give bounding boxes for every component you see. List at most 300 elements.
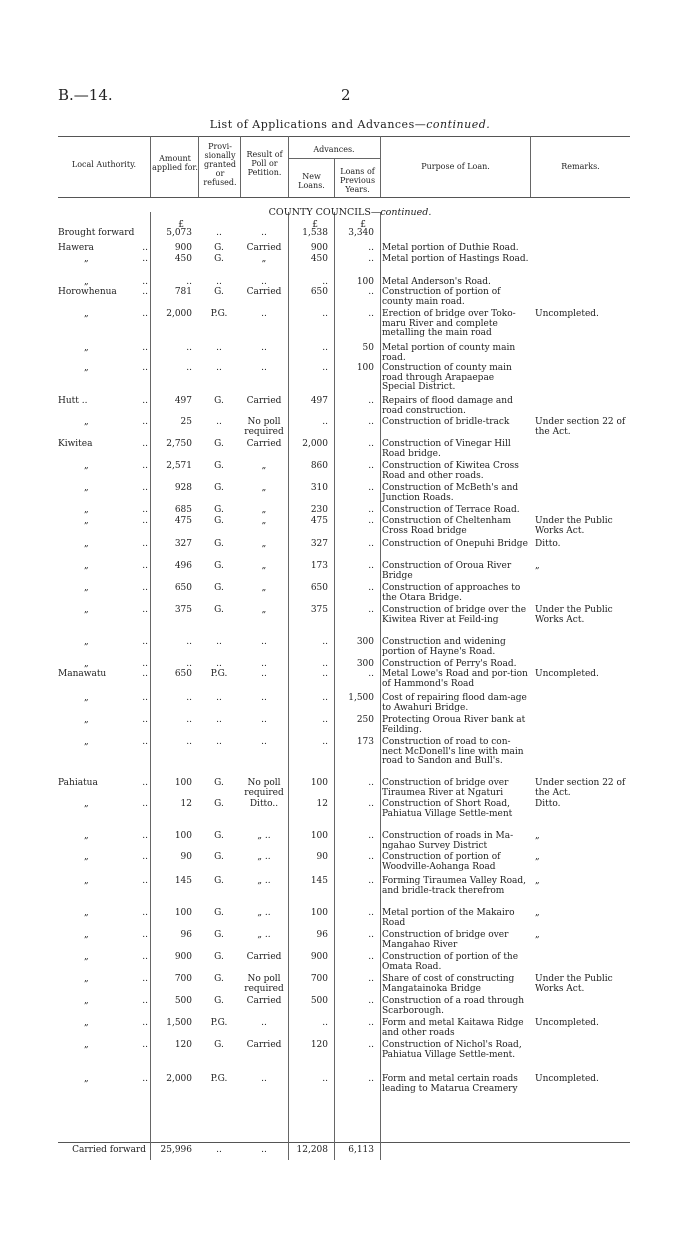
result-cell: No poll required	[244, 778, 284, 798]
authority-cell: „	[84, 930, 89, 940]
leader-dots: ..	[142, 243, 148, 253]
provisional-cell: G.	[214, 799, 224, 809]
result-cell: „	[261, 561, 267, 571]
result-cell: „	[261, 461, 267, 471]
previous-loans-cell: ..	[368, 561, 374, 571]
remarks-cell: Ditto.	[535, 799, 561, 809]
leader-dots: ..	[142, 876, 148, 886]
new-loans-cell: 900	[310, 952, 328, 962]
leader-dots: ..	[142, 396, 148, 406]
authority-cell: „	[84, 831, 89, 841]
col-header-remarks: Remarks.	[561, 162, 600, 171]
amount-cell: 1,500	[166, 1018, 192, 1028]
authority-cell: Manawatu	[58, 669, 107, 679]
purpose-cell: Construction of Terrace Road.	[382, 505, 520, 515]
amount-cell: 685	[174, 505, 192, 515]
new-loans-cell: 2,000	[302, 439, 328, 449]
footer-label: Carried forward	[72, 1145, 146, 1155]
result-cell: ..	[261, 715, 267, 725]
amount-cell: 5,073	[166, 228, 192, 238]
leader-dots: ..	[142, 516, 148, 526]
provisional-cell: G.	[214, 396, 224, 406]
amount-cell: 25	[180, 417, 192, 427]
remarks-cell: „	[535, 831, 540, 841]
header-bottom-rule	[58, 197, 630, 198]
result-cell: ..	[261, 343, 267, 353]
authority-cell: „	[84, 461, 89, 471]
page-number: 2	[341, 86, 351, 104]
authority-cell: „	[84, 908, 89, 918]
authority-cell: „	[84, 1018, 89, 1028]
result-cell: Carried	[246, 996, 282, 1006]
provisional-cell: G.	[214, 561, 224, 571]
new-loans-cell: ..	[322, 417, 328, 427]
amount-cell: ..	[186, 637, 192, 647]
purpose-cell: Construction of Onepuhi Bridge	[382, 539, 528, 549]
col-rule	[334, 212, 335, 1160]
result-cell: „ ..	[257, 852, 271, 862]
remarks-cell: Ditto.	[535, 539, 561, 549]
amount-cell: ..	[186, 363, 192, 373]
previous-loans-cell: ..	[368, 908, 374, 918]
authority-cell: Kiwitea	[58, 439, 93, 449]
leader-dots: ..	[142, 483, 148, 493]
result-cell: „ ..	[257, 930, 271, 940]
table-title	[0, 118, 700, 131]
leader-dots: ..	[142, 1074, 148, 1084]
previous-loans-cell: ..	[368, 778, 374, 788]
leader-dots: ..	[142, 277, 148, 287]
result-cell: „	[261, 516, 267, 526]
result-cell: Carried	[246, 1040, 282, 1050]
purpose-cell: Construction of approaches to the Otara Bridge.	[382, 583, 521, 603]
previous-loans-cell: 50	[362, 343, 374, 353]
amount-cell: ..	[186, 343, 192, 353]
result-cell: No poll required	[244, 974, 284, 994]
purpose-cell: Metal portion of Hastings Road.	[382, 254, 529, 264]
provisional-cell: ..	[216, 343, 222, 353]
col-header-new-loans: New Loans.	[298, 172, 325, 190]
amount-cell: 500	[174, 996, 192, 1006]
result-cell: „	[261, 483, 267, 493]
authority-cell: „	[84, 876, 89, 886]
purpose-cell: Construction of Vinegar Hill Road bridge.	[382, 439, 511, 459]
result-cell: Carried	[246, 287, 282, 297]
provisional-cell: ..	[216, 277, 222, 287]
new-loans-cell: 173	[310, 561, 328, 571]
provisional-cell: G.	[214, 483, 224, 493]
purpose-cell: Construction of Perry's Road.	[382, 659, 517, 669]
previous-loans-cell: ..	[368, 930, 374, 940]
previous-loans-cell: ..	[368, 417, 374, 427]
authority-cell: „	[84, 637, 89, 647]
result-cell: ..	[261, 277, 267, 287]
provisional-cell: G.	[214, 952, 224, 962]
amount-cell: 2,000	[166, 1074, 192, 1084]
remarks-cell: Uncompleted.	[535, 669, 599, 679]
provisional-cell: G.	[214, 516, 224, 526]
purpose-cell: Construction of a road through Scarborough.	[382, 996, 525, 1016]
remarks-cell: Uncompleted.	[535, 1018, 599, 1028]
purpose-cell: Construction of roads in Ma-ngahao Survey District	[382, 831, 514, 851]
amount-cell: 928	[174, 483, 192, 493]
purpose-cell: Metal Lowe's Road and por-tion of Hammond's Road	[382, 669, 528, 689]
col-header-result: Result of Poll or Petition.	[246, 150, 283, 177]
leader-dots: ..	[142, 715, 148, 725]
purpose-cell: Construction of road to con-nect McDonell's line with main road to Sandon and Bull's.	[382, 737, 524, 766]
purpose-cell: Repairs of flood damage and road construction.	[382, 396, 513, 416]
provisional-cell: G.	[214, 831, 224, 841]
title-main: List of Applications and Advances—	[209, 118, 427, 131]
result-cell: ..	[261, 693, 267, 703]
previous-loans-cell: 300	[356, 637, 374, 647]
new-loans-cell: 100	[310, 778, 328, 788]
previous-loans-cell: ..	[368, 605, 374, 615]
result-cell: ..	[261, 228, 267, 238]
new-loans-cell: ..	[322, 1018, 328, 1028]
leader-dots: ..	[142, 254, 148, 264]
col-rule	[380, 212, 381, 1160]
provisional-cell: G.	[214, 243, 224, 253]
provisional-cell: ..	[216, 228, 222, 238]
provisional-cell: ..	[216, 715, 222, 725]
new-loans-cell: ..	[322, 715, 328, 725]
purpose-cell: Share of cost of constructing Mangatainoka Bridge	[382, 974, 515, 994]
amount-cell: 650	[174, 669, 192, 679]
previous-loans-cell: 250	[356, 715, 374, 725]
section-continued: continued.	[380, 207, 432, 218]
amount-cell: 900	[174, 952, 192, 962]
new-loans-cell: ..	[322, 693, 328, 703]
result-cell: ..	[261, 1074, 267, 1084]
leader-dots: ..	[142, 996, 148, 1006]
purpose-cell: Construction of bridge over the Kiwitea River at Feild-ing	[382, 605, 527, 625]
authority-cell: „	[84, 974, 89, 984]
leader-dots: ..	[142, 831, 148, 841]
provisional-cell: P.G.	[210, 669, 228, 679]
previous-loans-cell: 173	[356, 737, 374, 747]
remarks-cell: „	[535, 561, 540, 571]
provisional-cell: G.	[214, 930, 224, 940]
authority-cell: „	[84, 852, 89, 862]
purpose-cell: Construction of Oroua River Bridge	[382, 561, 512, 581]
leader-dots: ..	[142, 343, 148, 353]
footer-result: ..	[261, 1145, 267, 1155]
leader-dots: ..	[142, 737, 148, 747]
purpose-cell: Cost of repairing flood dam-age to Awahuri Bridge.	[382, 693, 527, 713]
section-heading	[0, 207, 700, 218]
amount-cell: 700	[174, 974, 192, 984]
col-rule	[198, 136, 199, 197]
purpose-cell: Construction of Kiwitea Cross Road and other roads.	[382, 461, 519, 481]
leader-dots: ..	[142, 693, 148, 703]
remarks-cell: „	[535, 930, 540, 940]
previous-loans-cell: ..	[368, 852, 374, 862]
remarks-cell: „	[535, 908, 540, 918]
provisional-cell: G.	[214, 539, 224, 549]
remarks-cell: Under the Public Works Act.	[535, 974, 613, 994]
col-header-provisional: Provi-sionally granted or refused.	[203, 142, 237, 187]
purpose-cell: Metal portion of county main road.	[382, 343, 516, 363]
previous-loans-cell: ..	[368, 439, 374, 449]
new-loans-cell: 650	[310, 287, 328, 297]
leader-dots: ..	[142, 778, 148, 788]
purpose-cell: Construction of Short Road, Pahiatua Village Settle-ment	[382, 799, 513, 819]
amount-cell: 475	[174, 516, 192, 526]
purpose-cell: Metal portion of Duthie Road.	[382, 243, 519, 253]
previous-loans-cell: ..	[368, 974, 374, 984]
previous-loans-cell: ..	[368, 396, 374, 406]
previous-loans-cell: ..	[368, 1074, 374, 1084]
new-loans-cell: 90	[316, 852, 328, 862]
amount-cell: 496	[174, 561, 192, 571]
new-loans-cell: ..	[322, 669, 328, 679]
col-rule	[288, 212, 289, 1160]
new-loans-cell: 230	[310, 505, 328, 515]
leader-dots: ..	[142, 363, 148, 373]
leader-dots: ..	[142, 583, 148, 593]
previous-loans-cell: 100	[356, 363, 374, 373]
leader-dots: ..	[142, 908, 148, 918]
provisional-cell: ..	[216, 659, 222, 669]
col-header-previous-loans: Loans of Previous Years.	[339, 167, 376, 194]
authority-cell: Pahiatua	[58, 778, 98, 788]
purpose-cell: Construction of Nichol's Road, Pahiatua Village Settle-ment.	[382, 1040, 522, 1060]
authority-cell: Horowhenua	[58, 287, 117, 297]
result-cell: ..	[261, 363, 267, 373]
leader-dots: ..	[142, 561, 148, 571]
currency-prev: £	[360, 220, 366, 230]
new-loans-cell: 650	[310, 583, 328, 593]
amount-cell: ..	[186, 659, 192, 669]
authority-cell: „	[84, 483, 89, 493]
provisional-cell: G.	[214, 852, 224, 862]
authority-cell: „	[84, 583, 89, 593]
new-loans-cell: 327	[310, 539, 328, 549]
provisional-cell: P.G.	[210, 1074, 228, 1084]
footer-new-loans: 12,208	[296, 1145, 328, 1155]
footer-rule	[58, 1142, 630, 1143]
provisional-cell: G.	[214, 996, 224, 1006]
authority-cell: „	[84, 799, 89, 809]
new-loans-cell: 497	[310, 396, 328, 406]
provisional-cell: G.	[214, 439, 224, 449]
amount-cell: 900	[174, 243, 192, 253]
provisional-cell: G.	[214, 876, 224, 886]
footer-provisional: ..	[216, 1145, 222, 1155]
header-top-rule	[58, 136, 630, 137]
provisional-cell: G.	[214, 1040, 224, 1050]
remarks-cell: Uncompleted.	[535, 1074, 599, 1084]
amount-cell: 450	[174, 254, 192, 264]
provisional-cell: G.	[214, 778, 224, 788]
purpose-cell: Construction of McBeth's and Junction Roads.	[382, 483, 519, 503]
new-loans-cell: ..	[322, 1074, 328, 1084]
authority-cell: „	[84, 277, 89, 287]
new-loans-cell: 145	[310, 876, 328, 886]
leader-dots: ..	[142, 1040, 148, 1050]
previous-loans-cell: ..	[368, 505, 374, 515]
remarks-cell: Under section 22 of the Act.	[535, 778, 626, 798]
result-cell: „ ..	[257, 831, 271, 841]
amount-cell: 100	[174, 831, 192, 841]
leader-dots: ..	[142, 637, 148, 647]
provisional-cell: G.	[214, 974, 224, 984]
provisional-cell: G.	[214, 505, 224, 515]
provisional-cell: G.	[214, 583, 224, 593]
amount-cell: 497	[174, 396, 192, 406]
authority-cell: „	[84, 505, 89, 515]
authority-cell: „	[84, 715, 89, 725]
new-loans-cell: ..	[322, 737, 328, 747]
leader-dots: ..	[142, 539, 148, 549]
result-cell: „	[261, 254, 267, 264]
previous-loans-cell: ..	[368, 996, 374, 1006]
purpose-cell: Form and metal Kaitawa Ridge and other roads	[382, 1018, 524, 1038]
provisional-cell: P.G.	[210, 1018, 228, 1028]
amount-cell: 120	[174, 1040, 192, 1050]
amount-cell: 2,571	[166, 461, 192, 471]
amount-cell: 327	[174, 539, 192, 549]
leader-dots: ..	[142, 852, 148, 862]
previous-loans-cell: 1,500	[348, 693, 374, 703]
amount-cell: 96	[180, 930, 192, 940]
new-loans-cell: 100	[310, 908, 328, 918]
previous-loans-cell: 3,340	[348, 228, 374, 238]
authority-cell: „	[84, 996, 89, 1006]
authority-cell: Hawera	[58, 243, 94, 253]
result-cell: Carried	[246, 952, 282, 962]
purpose-cell: Forming Tiraumea Valley Road, and bridle-track therefrom	[382, 876, 526, 896]
previous-loans-cell: ..	[368, 1018, 374, 1028]
purpose-cell: Construction of bridge over Mangahao River	[382, 930, 509, 950]
leader-dots: ..	[142, 659, 148, 669]
leader-dots: ..	[142, 930, 148, 940]
previous-loans-cell: ..	[368, 799, 374, 809]
amount-cell: 781	[174, 287, 192, 297]
previous-loans-cell: ..	[368, 1040, 374, 1050]
leader-dots: ..	[142, 439, 148, 449]
new-loans-cell: ..	[322, 659, 328, 669]
previous-loans-cell: ..	[368, 583, 374, 593]
new-loans-cell: ..	[322, 637, 328, 647]
authority-cell: „	[84, 693, 89, 703]
amount-cell: ..	[186, 277, 192, 287]
amount-cell: ..	[186, 715, 192, 725]
amount-cell: 100	[174, 778, 192, 788]
new-loans-cell: 100	[310, 831, 328, 841]
previous-loans-cell: ..	[368, 309, 374, 319]
provisional-cell: G.	[214, 461, 224, 471]
authority-cell: „	[84, 952, 89, 962]
result-cell: ..	[261, 659, 267, 669]
result-cell: ..	[261, 1018, 267, 1028]
previous-loans-cell: ..	[368, 243, 374, 253]
purpose-cell: Metal portion of the Makairo Road	[382, 908, 515, 928]
leader-dots: ..	[142, 605, 148, 615]
leader-dots: ..	[142, 287, 148, 297]
page-reference: B.—14.	[58, 86, 113, 104]
authority-cell: „	[84, 417, 89, 427]
col-header-amount: Amount applied for.	[152, 154, 198, 172]
authority-cell: „	[84, 1040, 89, 1050]
purpose-cell: Construction of portion of county main road.	[382, 287, 501, 307]
remarks-cell: „	[535, 852, 540, 862]
new-loans-cell: 375	[310, 605, 328, 615]
provisional-cell: ..	[216, 693, 222, 703]
col-rule	[150, 136, 151, 197]
authority-cell: „	[84, 561, 89, 571]
provisional-cell: ..	[216, 637, 222, 647]
provisional-cell: G.	[214, 254, 224, 264]
result-cell: Carried	[246, 396, 282, 406]
col-header-purpose: Purpose of Loan.	[421, 162, 490, 171]
leader-dots: ..	[142, 505, 148, 515]
result-cell: No poll required	[244, 417, 284, 437]
leader-dots: ..	[142, 1018, 148, 1028]
col-header-advances: Advances.	[313, 145, 355, 154]
authority-cell: „	[84, 516, 89, 526]
title-continued: continued.	[426, 118, 491, 131]
new-loans-cell: ..	[322, 277, 328, 287]
amount-cell: ..	[186, 693, 192, 703]
amount-cell: 12	[180, 799, 192, 809]
new-loans-cell: 12	[316, 799, 328, 809]
new-loans-cell: 96	[316, 930, 328, 940]
provisional-cell: G.	[214, 605, 224, 615]
amount-cell: 100	[174, 908, 192, 918]
remarks-cell: Under the Public Works Act.	[535, 605, 613, 625]
previous-loans-cell: ..	[368, 952, 374, 962]
authority-cell: Hutt ..	[58, 396, 88, 406]
provisional-cell: P.G.	[210, 309, 228, 319]
new-loans-cell: 1,538	[302, 228, 328, 238]
result-cell: „ ..	[257, 876, 271, 886]
remarks-cell: Uncompleted.	[535, 309, 599, 319]
result-cell: Carried	[246, 439, 282, 449]
provisional-cell: ..	[216, 417, 222, 427]
purpose-cell: Form and metal certain roads leading to Matarua Creamery	[382, 1074, 518, 1094]
amount-cell: 2,000	[166, 309, 192, 319]
result-cell: „	[261, 583, 267, 593]
new-loans-cell: ..	[322, 343, 328, 353]
provisional-cell: G.	[214, 287, 224, 297]
previous-loans-cell: ..	[368, 254, 374, 264]
amount-cell: 375	[174, 605, 192, 615]
provisional-cell: ..	[216, 363, 222, 373]
provisional-cell: G.	[214, 908, 224, 918]
purpose-cell: Construction of Cheltenham Cross Road bridge	[382, 516, 511, 536]
remarks-cell: Under the Public Works Act.	[535, 516, 613, 536]
result-cell: „	[261, 539, 267, 549]
previous-loans-cell: ..	[368, 516, 374, 526]
purpose-cell: Protecting Oroua River bank at Feilding.	[382, 715, 526, 735]
leader-dots: ..	[142, 952, 148, 962]
footer-amount: 25,996	[160, 1145, 192, 1155]
previous-loans-cell: ..	[368, 831, 374, 841]
new-loans-cell: 310	[310, 483, 328, 493]
authority-cell: „	[84, 539, 89, 549]
new-loans-cell: 450	[310, 254, 328, 264]
leader-dots: ..	[142, 799, 148, 809]
leader-dots: ..	[142, 669, 148, 679]
authority-cell: „	[84, 1074, 89, 1084]
leader-dots: ..	[142, 974, 148, 984]
footer-previous-loans: 6,113	[348, 1145, 374, 1155]
new-loans-cell: 900	[310, 243, 328, 253]
authority-cell: „	[84, 659, 89, 669]
result-cell: ..	[261, 309, 267, 319]
